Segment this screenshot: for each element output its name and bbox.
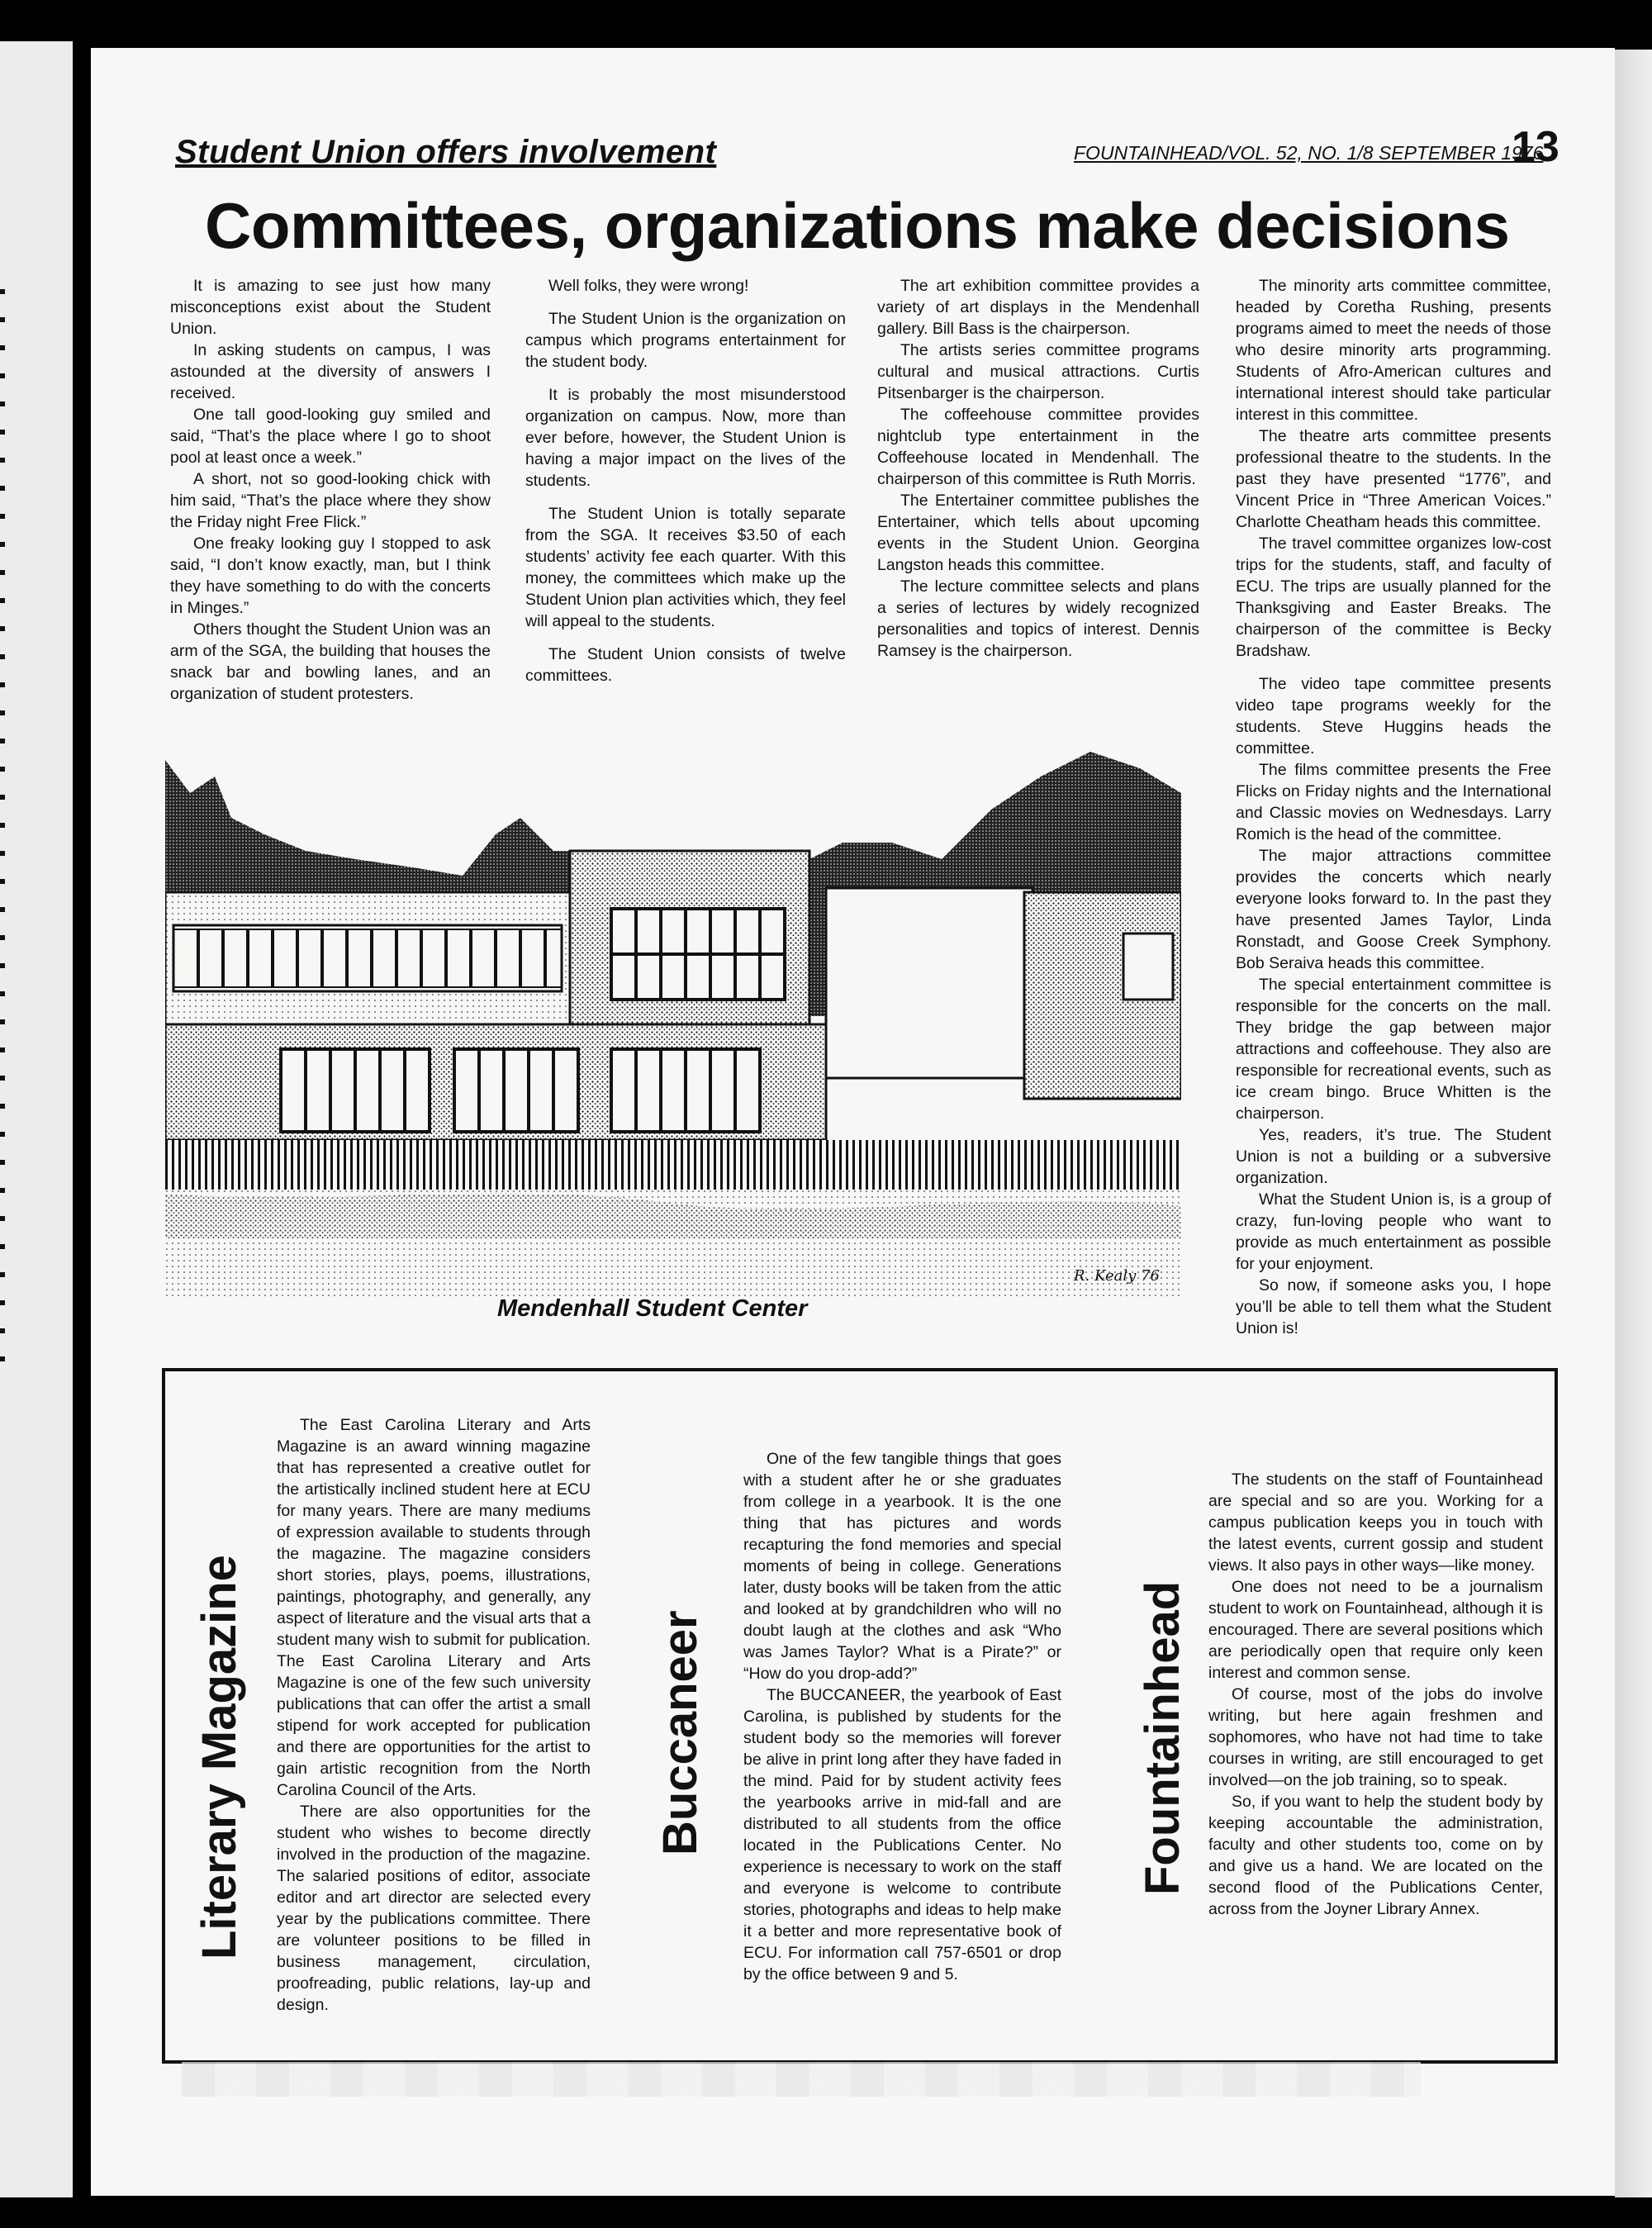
literary-magazine-title: Literary Magazine — [192, 1555, 246, 1960]
paragraph: The students on the staff of Fountainhead are special and so are you. Working for a campus publication keeps you in touch with the latest events, current gossip and student views. It also pays in other ways—like money. — [1208, 1470, 1543, 1575]
literary-magazine-column — [277, 1414, 591, 2016]
paragraph: The special entertainment committee is responsible for the concerts on the mall. They bridge the gap between major attractions and coffeehouse. They also are responsible for recreational events, such as ice cream bingo. Bruce Whitten is the chairperson. — [1236, 976, 1551, 1123]
paragraph: The artists series committee programs cultural and musical attractions. Curtis Pitsenbarger is the chairperson. — [877, 341, 1199, 402]
masthead-line: FOUNTAINHEAD/VOL. 52, NO. 1/8 SEPTEMBER 1976 — [1074, 142, 1544, 164]
paragraph: One freaky looking guy I stopped to ask said, “I don’t know exactly, man, but I think they have something to do with the concerts in Minges.” — [170, 534, 491, 617]
paragraph: The minority arts committee committee, headed by Coretha Rushing, presents programs aimed to meet the needs of those who desire minority arts programming. Students of Afro-American cultures and international interest should take particular interest in this committee. — [1236, 277, 1551, 424]
paragraph: Well folks, they were wrong! — [548, 277, 749, 295]
artist-signature: R. Kealy 76 — [1074, 1267, 1160, 1285]
article-column-4 — [1236, 275, 1551, 1339]
paragraph: The Student Union is totally separate from the SGA. It receives $3.50 of each students’ activity fee each quarter. With this money, the committees which make up the Student Union plan activities which, they feel will appeal to the students. — [525, 505, 846, 630]
paragraph: So, if you want to help the student body by keeping accountable the administration, faculty and other students too, come on by and give us a hand. We are located on the second flood of the Publications Center, across from the Joyner Library Annex. — [1208, 1793, 1543, 1918]
paragraph: In asking students on campus, I was astounded at the diversity of answers I received. — [170, 341, 491, 402]
article-column-3 — [877, 275, 1199, 662]
paragraph: The East Carolina Literary and Arts Magazine is an award winning magazine that has represented a creative outlet for the artistically inclined student here at ECU for many years. There are many mediums of expression available to students through the magazine. The magazine considers short stories, plays, poems, illustrations, paintings, photography, and generally, any aspect of literature and the visual arts that a student many wish to submit for publication. The East Carolina Literary and Arts Magazine is one of the few such university publications that can offer the artist a small stipend for work accepted for publication and there are opportunities for the artist to gain artistic recognition from the North Carolina Council of the Arts. — [277, 1416, 591, 1799]
paragraph: A short, not so good-looking chick with him said, “That’s the place where they show the Friday night Free Flick.” — [170, 470, 491, 531]
paragraph: The video tape committee presents video tape programs weekly for the students. Steve Huggins heads the committee. — [1236, 675, 1551, 758]
ground-windows — [281, 1049, 760, 1132]
paragraph: The theatre arts committee presents professional theatre to the students. In the past they have presented “1776”, and Vincent Price in “Three American Voices.” Charlotte Cheatham heads this committee. — [1236, 427, 1551, 531]
illustration-caption: Mendenhall Student Center — [497, 1295, 808, 1322]
page-number: 13 — [1512, 123, 1559, 171]
fountainhead-column — [1208, 1469, 1543, 1920]
paragraph: Yes, readers, it’s true. The Student Union is not a building or a subversive organization. — [1236, 1126, 1551, 1187]
center-windows — [611, 909, 785, 1000]
paragraph: It is probably the most misunderstood organization on campus. Now, more than ever before, however, the Student Union is having a major impact on the lives of the students. — [525, 386, 846, 490]
headline: Committees, organizations make decisions — [205, 189, 1510, 262]
article-column-1 — [170, 275, 491, 705]
paragraph: What the Student Union is, is a group of crazy, fun-loving people who want to provide as much entertainment as possible for your enjoyment. — [1236, 1190, 1551, 1273]
buccaneer-column — [743, 1448, 1061, 1985]
buccaneer-title: Buccaneer — [653, 1610, 707, 1855]
paragraph: The Student Union is the organization on campus which programs entertainment for the student body. — [525, 310, 846, 371]
article-column-2 — [525, 275, 846, 686]
paragraph: The art exhibition committee provides a variety of art displays in the Mendenhall gallery. Bill Bass is the chairperson. — [877, 277, 1199, 338]
paragraph: The BUCCANEER, the yearbook of East Carolina, is published by students for the student body so the memories will forever be alive in print long after they have faded in the mind. Paid for by student activity fees the yearbooks arrive in mid-fall and are distributed to all students from the office located in the Publications Center. No experience is necessary to work on the staff and everyone is welcome to contribute stories, photographs and ideas to help make it a better and more representative book of ECU. For information call 757-6501 or drop by the office between 9 and 5. — [743, 1686, 1061, 1983]
next-page-edge — [1615, 50, 1652, 2197]
fountainhead-title: Fountainhead — [1136, 1580, 1189, 1895]
bleed-through-strip — [182, 2062, 1421, 2097]
paragraph: One does not need to be a journalism student to work on Fountainhead, although it is encouraged. There are several positions which are periodically open that require only keen interest and common sense. — [1208, 1578, 1543, 1682]
paragraph: So now, if someone asks you, I hope you’ll be able to tell them what the Student Union is! — [1236, 1276, 1551, 1337]
paragraph: The coffeehouse committee provides nightclub type entertainment in the Coffeehouse located in Mendenhall. The chairperson of this committee is Ruth Morris. — [877, 406, 1199, 488]
paragraph: There are also opportunities for the student who wishes to become directly involved in the production of the magazine. The salaried positions of editor, associate editor and art director are selected every year by the publications committee. There are volunteer positions to be filled in business management, circulation, proofreading, public relations, lay-up and design. — [277, 1803, 591, 2014]
paragraph: It is amazing to see just how many misconceptions exist about the Student Union. — [170, 277, 491, 338]
fence — [165, 1140, 1181, 1190]
paragraph: Of course, most of the jobs do involve writing, but here again freshmen and sophomores, who have not had time to take courses in writing, are still encouraged to get involved—on the job training, so to speak. — [1208, 1685, 1543, 1789]
paragraph: One of the few tangible things that goes with a student after he or she graduates from college in a yearbook. It is the one thing that has pictures and words recapturing the fond memories and special moments of being in college. Generations later, dusty books will be taken from the attic and looked at by grandchildren who will no doubt laugh at the clothes and ask “Who was James Taylor? What is a Pirate?” or “How do you drop-add?” — [743, 1450, 1061, 1683]
paragraph: The major attractions committee provides the concerts which nearly everyone looks forward to. In the past they have presented James Taylor, Linda Ronstadt, and Goose Creek Symphony. Bob Seraiva heads this committee. — [1236, 847, 1551, 972]
paragraph: The Entertainer committee publishes the Entertainer, which tells about upcoming events in the Student Union. Georgina Langston heads this committee. — [877, 492, 1199, 574]
white-block — [826, 888, 1032, 1078]
paragraph: The Student Union consists of twelve committees. — [525, 645, 846, 685]
paragraph: Others thought the Student Union was an arm of the SGA, the building that houses the snack bar and bowling lanes, and an organization of student protesters. — [170, 620, 491, 703]
section-kicker: Student Union offers involvement — [175, 134, 717, 170]
paragraph: The films committee presents the Free Flicks on Friday nights and the International and Classic movies on Wednesdays. Larry Romich is the head of the committee. — [1236, 761, 1551, 843]
previous-page-edge — [0, 41, 73, 2197]
paragraph: The lecture committee selects and plans a series of lectures by widely recognized personalities and topics of interest. Dennis Ramsey is the chairperson. — [877, 577, 1199, 660]
mendenhall-building-illustration — [165, 743, 1181, 1299]
paragraph: The travel committee organizes low-cost trips for the students, staff, and faculty of ECU. The trips are usually planned for the Thanksgiving and Easter Breaks. The chairperson of the committee is Becky Bradshaw. — [1236, 534, 1551, 660]
upper-window-band — [173, 925, 562, 991]
paragraph: One tall good-looking guy smiled and said, “That’s the place where I go to shoot pool at least once a week.” — [170, 406, 491, 467]
